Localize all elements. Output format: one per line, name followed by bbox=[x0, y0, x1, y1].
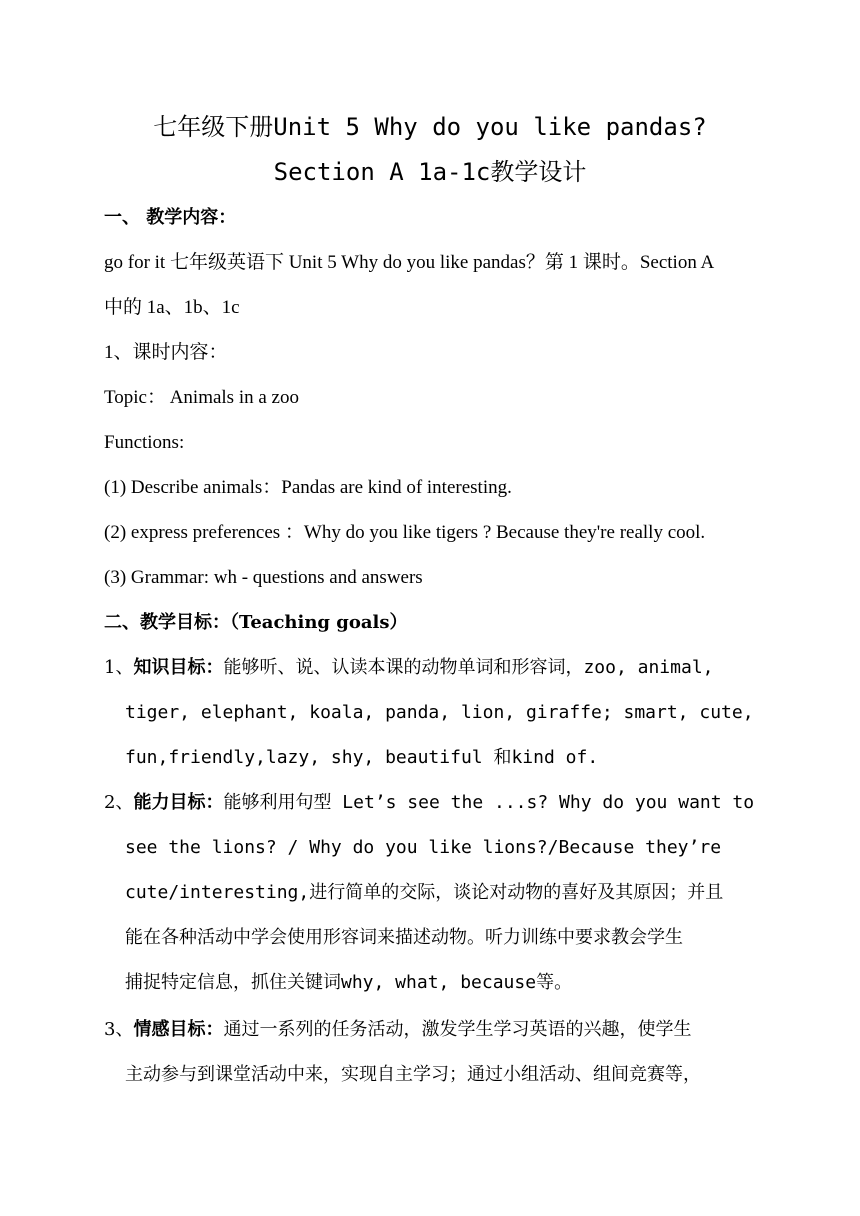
goal-3-label: 情感目标： bbox=[133, 1019, 224, 1040]
goal-1-text-1: 能够听、说、认读本课的动物单词和形容词，zoo, animal, bbox=[223, 657, 714, 678]
goal-2-line-3: cute/interesting,进行简单的交际，谈论对动物的喜好及其原因；并且 bbox=[125, 882, 724, 903]
section-1-heading: 一、 教学内容： bbox=[104, 207, 237, 228]
lesson-content-subheading: 1、课时内容： bbox=[104, 342, 228, 363]
goal-2-label: 能力目标： bbox=[133, 792, 224, 813]
content-paragraph-line-2: 中的 1a、1b、1c bbox=[104, 297, 240, 318]
goal-1-label: 知识目标： bbox=[133, 657, 224, 678]
goal-3-text-1: 通过一系列的任务活动，激发学生学习英语的兴趣，使学生 bbox=[223, 1019, 692, 1040]
goal-1-line-3: fun,friendly,lazy, shy, beautiful 和kind of. bbox=[125, 747, 599, 768]
goal-3-line-2: 主动参与到课堂活动中来，实现自主学习；通过小组活动、组间竞赛等， bbox=[125, 1064, 701, 1085]
doc-title-line-2: Section A 1a-1c教学设计 bbox=[273, 158, 587, 186]
doc-title-line-1: 七年级下册Unit 5 Why do you like pandas? bbox=[153, 113, 707, 141]
goal-1-line-2: tiger, elephant, koala, panda, lion, giraffe; smart, cute, bbox=[125, 702, 754, 723]
goal-2-text-1: 能够利用句型 Let’s see the ...s? Why do you want to bbox=[223, 792, 755, 813]
goal-2-number: 2、 bbox=[104, 792, 134, 813]
function-item-3: (3) Grammar: wh - questions and answers bbox=[104, 567, 423, 588]
functions-label: Functions: bbox=[104, 432, 185, 453]
function-item-2: (2) express preferences ：Why do you like tigers ? Because they're really cool. bbox=[104, 522, 706, 543]
goal-3-number: 3、 bbox=[104, 1019, 134, 1040]
goal-2-line-1 bbox=[104, 791, 754, 815]
function-item-1: (1) Describe animals：Pandas are kind of interesting. bbox=[104, 477, 512, 498]
goal-1-number: 1、 bbox=[104, 657, 134, 678]
topic-line: Topic： Animals in a zoo bbox=[104, 387, 299, 408]
section-2-heading: 二、教学目标：（Teaching goals） bbox=[104, 612, 408, 633]
goal-2-line-4: 能在各种活动中学会使用形容词来描述动物。听力训练中要求教会学生 bbox=[125, 927, 683, 948]
goal-1-line-1 bbox=[104, 656, 714, 680]
goal-2-line-2: see the lions? / Why do you like lions?/Because they’re bbox=[125, 837, 722, 858]
content-paragraph-line-1: go for it 七年级英语下 Unit 5 Why do you like pandas？第 1 课时。Section A bbox=[104, 252, 715, 273]
goal-3-line-1 bbox=[104, 1018, 691, 1042]
goal-2-line-5: 捕捉特定信息，抓住关键词why, what, because等。 bbox=[125, 972, 573, 993]
